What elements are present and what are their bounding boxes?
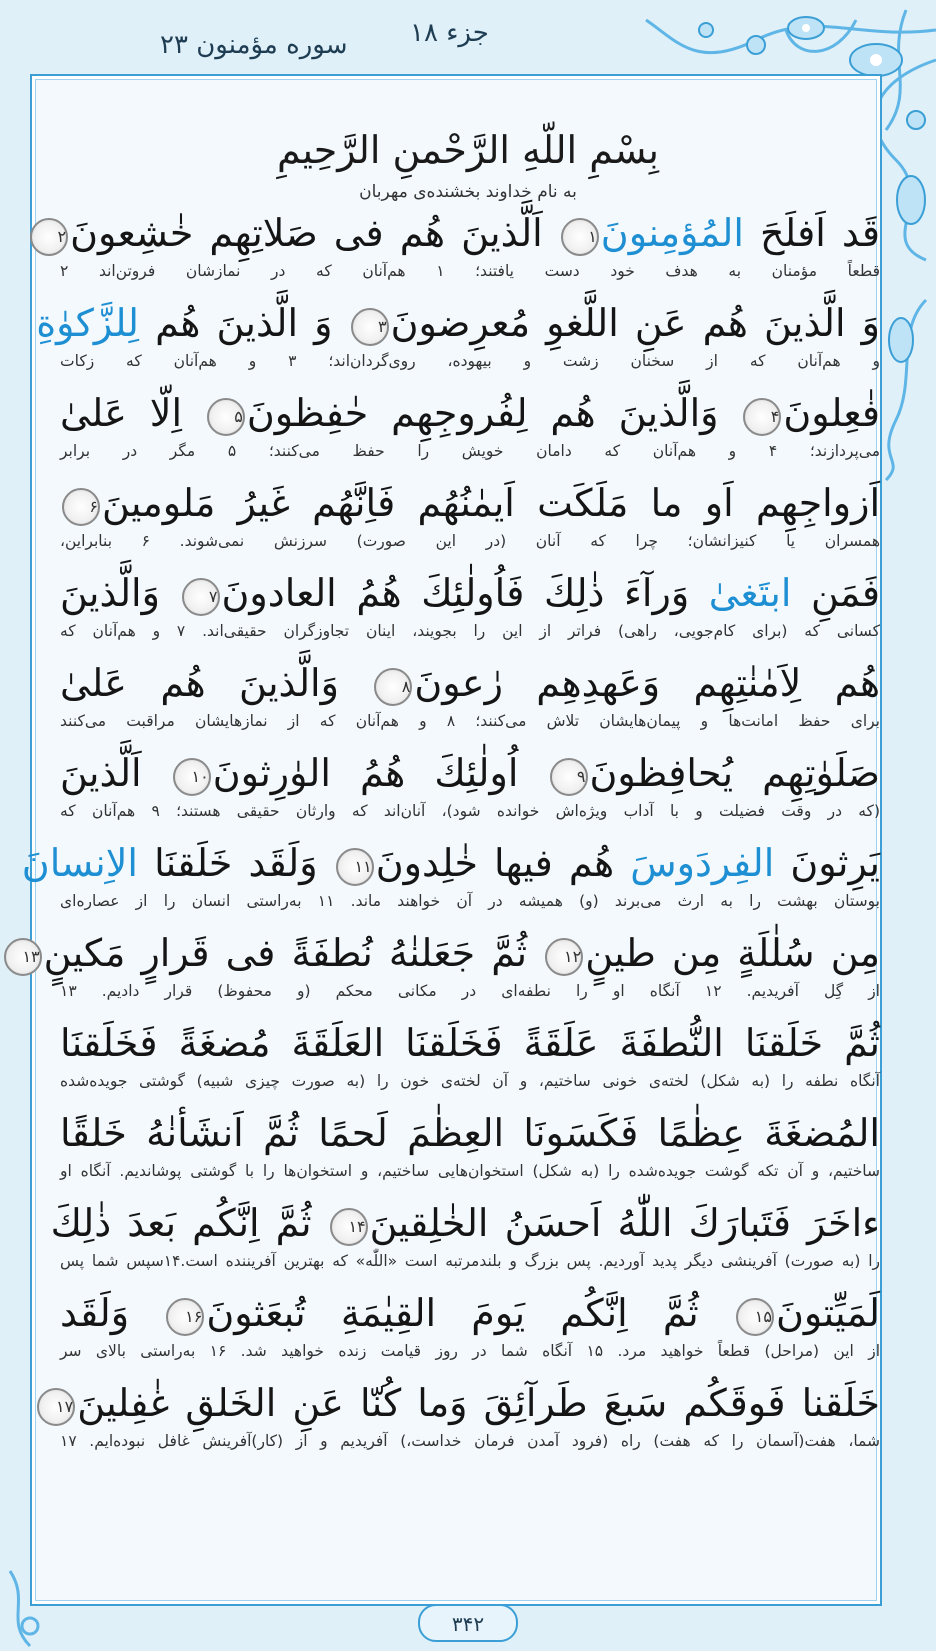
verse-line	[60, 1287, 880, 1363]
arabic-text	[57, 207, 880, 259]
verse-line	[56, 1377, 880, 1453]
arabic-segment: وَالَّذينَ هُم لِفُروجِهِم حٰفِظونَ	[246, 391, 742, 435]
ayah-number-marker: ۱۶	[166, 1298, 204, 1336]
verse-line	[60, 567, 880, 643]
ayah-number-marker: ۱	[561, 218, 599, 256]
arabic-segment: يَرِثونَ	[774, 841, 880, 885]
arabic-segment: اَزواجِهِم اَو ما مَلَكَت اَيمٰنُهُم فَاِنَّهُم غَيرُ مَلومينَ	[102, 481, 881, 525]
highlighted-word: الفِردَوسَ	[630, 841, 775, 885]
ayah-number-marker: ۵	[207, 398, 245, 436]
ayah-number-marker: ۲	[30, 218, 68, 256]
arabic-text	[60, 477, 880, 529]
ayah-number-marker: ۷	[182, 578, 220, 616]
translation-text: آنگاه نطفه را (به شکل) لخته‌ی خونی ساختیم، و آن لخته‌ی خون را (به صورت چیزی شبیه) گوشتی جویده‌شده	[60, 1072, 880, 1090]
arabic-segment: فَمَنِ	[791, 571, 881, 615]
arabic-segment: المُضغَةَ عِظٰمًا فَكَسَونَا العِظٰمَ لَحمًا ثُمَّ اَنشَأنٰهُ خَلقًا	[60, 1111, 880, 1155]
juz-label: جزء ۱۸	[410, 18, 489, 48]
highlighted-word: الاِنسانَ	[21, 841, 138, 885]
verse-line	[36, 297, 880, 373]
arabic-segment: هُم فيها خٰلِدونَ	[375, 841, 631, 885]
ayah-number-marker: ۱۵	[736, 1298, 774, 1336]
arabic-segment: فٰعِلونَ	[783, 391, 880, 435]
verse-line	[60, 657, 880, 733]
arabic-text	[60, 1107, 880, 1159]
page-header	[0, 18, 936, 58]
arabic-segment: قَد اَفلَحَ	[743, 211, 880, 255]
arabic-segment: وَ الَّذينَ هُم عَنِ اللَّغوِ مُعرِضونَ	[390, 301, 880, 345]
translation-text: ساختیم، و آن تکه گوشت جویده‌شده را (به شکل) استخوان‌هایی ساختیم، و استخوان‌ها را با گوشتی پوشاندیم. آنگاه او	[60, 1162, 880, 1180]
arabic-segment: ثُمَّ اِنَّكُم يَومَ القِيٰمَةِ تُبعَثونَ	[206, 1291, 734, 1335]
ayah-number-marker: ۶	[62, 488, 100, 526]
translation-text: را (به صورت) آفرینشی دیگر پدید آوردیم. پس بزرگ و بلندمرتبه است «اللّٰه» که بهترین آفریننده است.۱۴سپس شما پس	[60, 1252, 880, 1270]
page-number: ۳۴۲	[418, 1604, 518, 1642]
verse-line	[50, 1197, 880, 1273]
arabic-text	[60, 747, 880, 799]
translation-text: شما، هفت(آسمان را که هفت) راه (فرود آمدن فرمان خداست،) آفریدیم و از (کار)آفرینش غافل نبوده‌ایم. ۱۷	[60, 1432, 880, 1450]
arabic-text	[56, 1377, 880, 1429]
highlighted-word: ابتَغىٰ	[708, 571, 792, 615]
arabic-segment: ثُمَّ اِنَّكُم بَعدَ ذٰلِكَ	[50, 1201, 328, 1245]
translation-text: (که در وقت فضیلت و با آداب ویژه‌اش خوانده شود)، آنان‌اند که وارثان حقیقی هستند؛ ۹ هم‌آنان که	[60, 802, 880, 820]
arabic-segment: وَلَقَد	[60, 1291, 165, 1335]
verse-line	[60, 747, 880, 823]
translation-text: از این (مراحل) قطعاً خواهید مرد. ۱۵ آنگاه شما در روز قیامت زنده خواهید شد. ۱۶ به‌راستی بالای سر	[60, 1342, 880, 1360]
arabic-segment: وَالَّذينَ	[60, 571, 180, 615]
arabic-segment: اَلَّذينَ	[60, 751, 171, 795]
ayah-number-marker: ۹	[550, 758, 588, 796]
ayah-number-marker: ۱۰	[173, 758, 211, 796]
surah-label: سوره مؤمنون ۲۳	[160, 30, 348, 60]
arabic-segment: مِن سُلٰلَةٍ مِن طينٍ	[585, 931, 880, 975]
bismillah-translation: به نام خداوند بخشنده‌ی مهربان	[359, 182, 577, 202]
arabic-segment: صَلَوٰتِهِم يُحافِظونَ	[589, 751, 881, 795]
ayah-number-marker: ۸	[374, 668, 412, 706]
arabic-segment: ثُمَّ خَلَقنَا النُّطفَةَ عَلَقَةً فَخَلَقنَا العَلَقَةَ مُضغَةً فَخَلَقنَا	[60, 1021, 880, 1065]
arabic-segment: وَرآءَ ذٰلِكَ فَاُولٰئِكَ هُمُ العادونَ	[221, 571, 709, 615]
ayah-number-marker: ۱۷	[37, 1388, 75, 1426]
translation-text: می‌پردازند؛ ۴ و هم‌آنان که دامان خویش را حفظ می‌کنند؛ ۵ مگر در برابر	[60, 442, 881, 460]
arabic-text	[50, 1197, 880, 1249]
translation-text: قطعاً مؤمنان به هدف خود دست یافتند؛ ۱ هم‌آنان که در نمازشان فروتن‌اند ۲	[60, 262, 880, 280]
arabic-segment: ثُمَّ جَعَلنٰهُ نُطفَةً فی قَرارٍ مَكينٍ	[43, 931, 544, 975]
arabic-segment: وَالَّذينَ هُم عَلىٰ	[60, 661, 373, 705]
arabic-segment: وَلَقَد خَلَقنَا	[138, 841, 334, 885]
arabic-text	[22, 927, 880, 979]
arabic-text	[36, 297, 880, 349]
arabic-text	[60, 387, 880, 439]
ayah-number-marker: ۴	[743, 398, 781, 436]
arabic-text	[21, 837, 880, 889]
highlighted-word: المُؤمِنونَ	[600, 211, 744, 255]
verse-line	[22, 927, 880, 1003]
arabic-segment: ءاخَرَ فَتَبارَكَ اللّٰهُ اَحسَنُ الخٰلِقينَ	[369, 1201, 880, 1245]
translation-text: برای حفظ امانت‌ها و پیمان‌هایشان تلاش می‌کنند؛ ۸ و هم‌آنان که از نمازهایشان مراقبت می‌کنند	[60, 712, 880, 730]
arabic-text	[60, 1017, 880, 1069]
arabic-text	[60, 657, 880, 709]
translation-text: کسانی که (برای کام‌جویی، راهی) فراتر از این را بجویند، اینان تجاوزگران حقیقی‌اند. ۷ و هم‌آنان که	[60, 622, 881, 640]
arabic-segment: لَمَيِّتونَ	[775, 1291, 881, 1335]
verse-line	[21, 837, 880, 913]
verse-line	[60, 477, 880, 553]
arabic-text	[60, 1287, 880, 1339]
ayah-number-marker: ۱۱	[336, 848, 374, 886]
verse-line	[60, 1017, 880, 1093]
bismillah: بِسْمِ اللّهِ الرَّحْمنِ الرَّحِيمِ	[277, 128, 659, 172]
ayah-number-marker: ۱۳	[4, 938, 42, 976]
translation-text: و هم‌آنان که از سخنان زشت و بیهوده، روی‌گردان‌اند؛ ۳ و هم‌آنان که زکات	[60, 352, 880, 370]
translation-text: همسران یا کنیزانشان؛ چرا که آنان (در این صورت) سرزنش نمی‌شوند. ۶ بنابراین،	[60, 532, 880, 550]
arabic-segment: اَلَّذينَ هُم فی صَلاتِهِم خٰشِعونَ	[70, 211, 559, 255]
ayah-number-marker: ۳	[351, 308, 389, 346]
arabic-text	[60, 567, 880, 619]
ayah-number-marker: ۱۴	[330, 1208, 368, 1246]
verse-line	[60, 387, 880, 463]
arabic-segment: هُم لِاَمٰنٰتِهِم وَعَهدِهِم رٰعونَ	[414, 661, 880, 705]
arabic-segment: وَ الَّذينَ هُم	[139, 301, 349, 345]
verse-line	[60, 1107, 880, 1183]
ayah-number-marker: ۱۲	[545, 938, 583, 976]
highlighted-word: لِلزَّكوٰةِ	[36, 301, 139, 345]
arabic-segment: اُولٰئِكَ هُمُ الوٰرِثونَ	[212, 751, 548, 795]
arabic-segment: خَلَقنا فَوقَكُم سَبعَ طَرآئِقَ وَما كُنّا عَنِ الخَلقِ غٰفِلينَ	[77, 1381, 880, 1425]
translation-text: از گِل آفریدیم. ۱۲ آنگاه او را نطفه‌ای در مکانی محکم (و محفوظ) قرار دادیم. ۱۳	[60, 982, 880, 1000]
verse-line	[57, 207, 880, 283]
arabic-segment: اِلّا عَلىٰ	[60, 391, 205, 435]
translation-text: بوستان بهشت را به ارث می‌برند (و) همیشه در آن خواهند ماند. ۱۱ به‌راستی انسان را از عصاره‌ای	[60, 892, 880, 910]
